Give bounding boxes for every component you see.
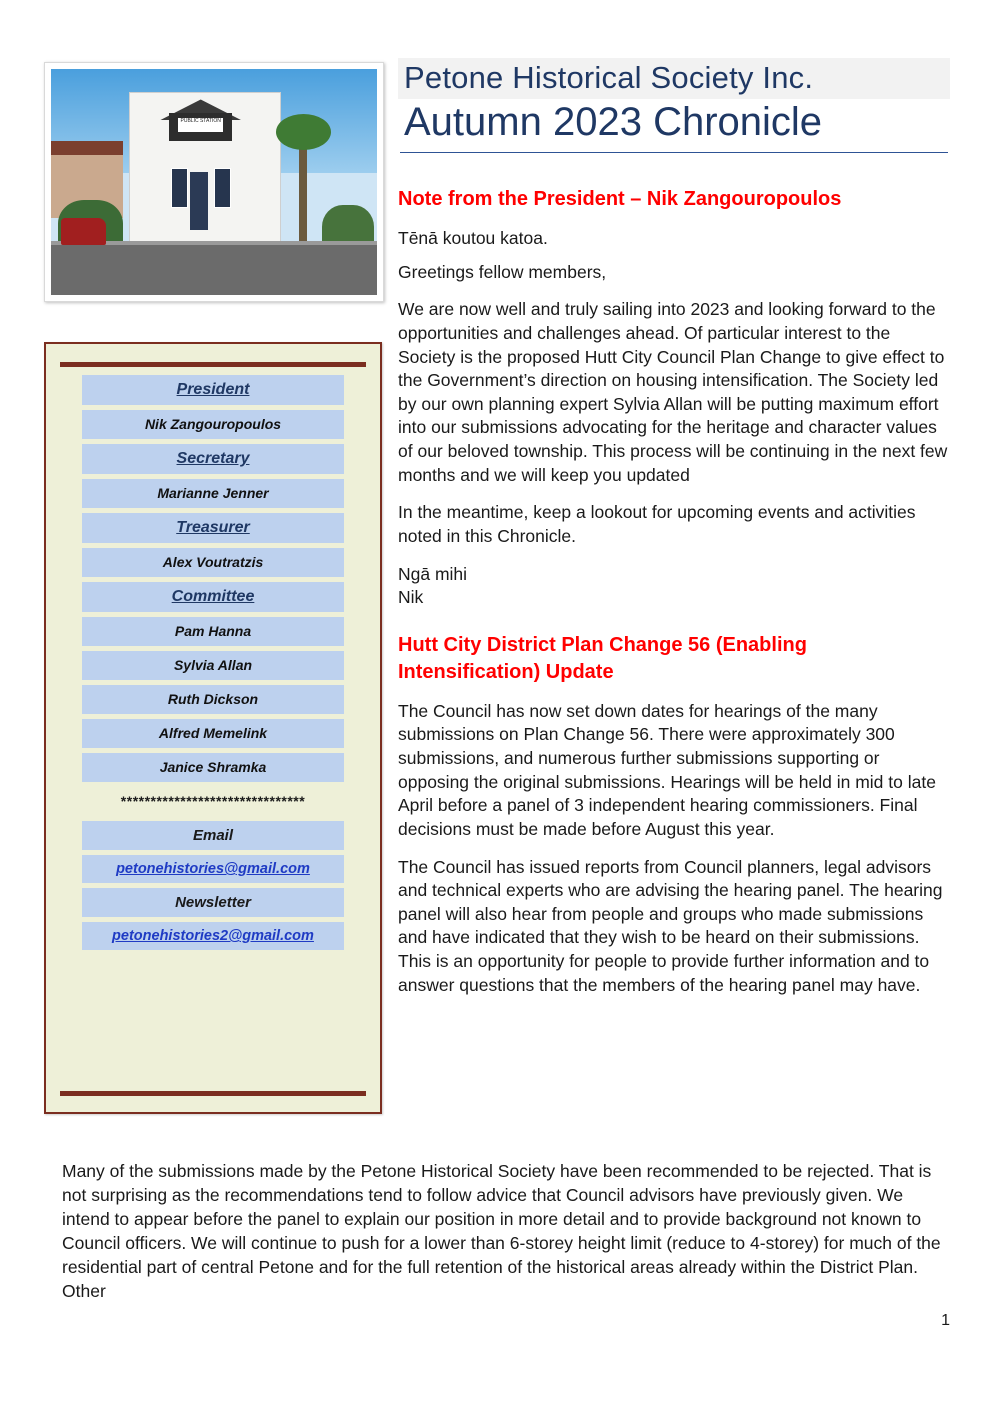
organisation-name: Petone Historical Society Inc. (398, 58, 950, 99)
committee-member (82, 753, 344, 782)
greeting-maori: Tēnā koutou katoa. (398, 228, 548, 248)
header-divider (400, 152, 948, 153)
plan-change-paragraph-1: The Council has now set down dates for hearings of the many submissions on Plan Change 56. There were approximately 300 submissions, and numerous further submissions supporting or opposing the original submissions. Hearings will be held in mid to late April before a panel of 3 independent hearing commissioners. Final decisions must be made before August this year. (398, 700, 936, 839)
person-name: Pam Hanna (174, 623, 252, 639)
email-label-row (82, 821, 344, 850)
plan-change-paragraph-2: The Council has issued reports from Council planners, legal advisors and technical experts who are advising the hearing panel. The hearing panel will also hear from people and groups who made submissions and have indicated that they wish to be heard on their submissions. This is an opportunity for people to provide further information and to answer questions that the members of the hearing panel may have. (398, 856, 943, 995)
full-width-paragraph-block (62, 1160, 950, 1304)
photo-window-right (214, 168, 231, 208)
officers-list (60, 362, 366, 1096)
photo-road (51, 245, 377, 295)
officer-role-treasurer (82, 513, 344, 543)
officers-panel (44, 342, 382, 1114)
newsletter-label: Newsletter (175, 894, 251, 911)
person-name: Alfred Memelink (158, 725, 268, 741)
person-name: Ruth Dickson (167, 691, 259, 707)
president-paragraph-2: In the meantime, keep a lookout for upcoming events and activities noted in this Chronicle. (398, 502, 916, 546)
role-label: President (176, 381, 250, 398)
person-name: Janice Shramka (159, 759, 267, 775)
president-paragraph-1: We are now well and truly sailing into 2023 and looking forward to the opportunities and challenges ahead. Of particular interest to the Society is the proposed Hutt City Council Plan Change to give effect to the Government’s direction on housing intensification. The Society led by our own planning expert Sylvia Allan will be putting maximum effort into our submissions advocating for the heritage and character values of our beloved township. This process will be continuing in the next few months and we will keep you updated (398, 299, 948, 485)
photo-car (61, 218, 107, 245)
photo-image (51, 69, 377, 295)
plan-change-heading: Hutt City District Plan Change 56 (Enabling Intensification) Update (398, 633, 807, 683)
heritage-building-photo (44, 62, 384, 302)
officer-name-treasurer (82, 548, 344, 577)
newsletter-link-row[interactable] (82, 922, 344, 950)
role-label: Committee (171, 588, 255, 605)
greeting-english: Greetings fellow members, (398, 261, 607, 282)
email-link-row[interactable] (82, 855, 344, 883)
separator-stars (82, 787, 344, 816)
society-email-link[interactable]: petonehistories@gmail.com (116, 861, 310, 877)
page-number: 1 (941, 1312, 950, 1329)
officer-role-committee (82, 582, 344, 612)
committee-member (82, 617, 344, 646)
officer-role-president (82, 375, 344, 405)
stars-divider: ******************************* (120, 793, 306, 809)
signoff-name: Nik (398, 587, 424, 608)
person-name: Nik Zangouropoulos (144, 416, 282, 432)
newsletter-header (398, 58, 950, 153)
plan-change-paragraph-3: Many of the submissions made by the Petone Historical Society have been recommended to be rejected. That is not surprising as the recommendations tend to follow advice that Council advisors have previously given. We intend to appear before the panel to explain our position in more detail and to provide background not known to Council officers. We will continue to push for a lower than 6-storey height limit (reduce to 4-storey) for much of the residential part of central Petone and for the full retention of the historical areas already within the District Plan. Other (62, 1161, 941, 1301)
committee-member (82, 685, 344, 714)
newsletter-label-row (82, 888, 344, 917)
president-note-heading: Note from the President – Nik Zangouropoulos (398, 188, 842, 210)
signoff-maori: Ngā mihi (398, 563, 468, 584)
committee-member (82, 651, 344, 680)
role-label: Secretary (176, 450, 250, 467)
officer-name-secretary (82, 479, 344, 508)
role-label: Treasurer (176, 519, 250, 536)
email-label: Email (192, 827, 234, 844)
person-name: Alex Voutratzis (162, 554, 264, 570)
photo-door (190, 172, 208, 230)
photo-window-left (171, 168, 188, 208)
person-name: Marianne Jenner (157, 485, 269, 501)
newsletter-email-link[interactable]: petonehistories2@gmail.com (112, 928, 314, 944)
person-name: Sylvia Allan (173, 657, 253, 673)
issue-title: Autumn 2023 Chronicle (404, 99, 823, 144)
photo-museum-building (129, 92, 281, 266)
officer-name-president (82, 410, 344, 439)
main-article-column (398, 186, 950, 1011)
officer-role-secretary (82, 444, 344, 474)
committee-member (82, 719, 344, 748)
photo-signboard: PUBLIC STATION (178, 118, 223, 132)
